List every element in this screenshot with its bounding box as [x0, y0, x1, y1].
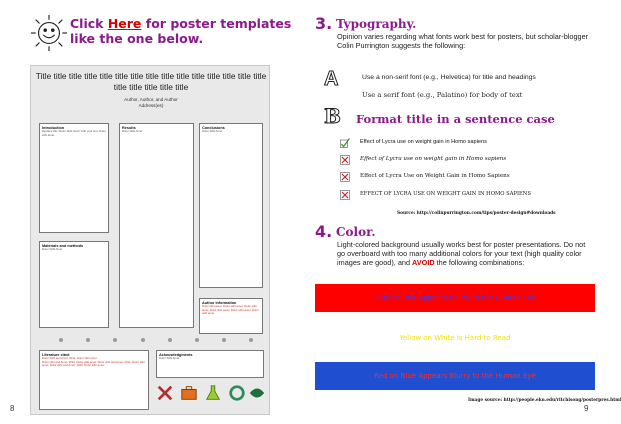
format-heading: Format title in a sentence case: [356, 112, 555, 126]
poster-box-head: Materials and methods: [42, 244, 84, 248]
poster-box-conclusions: [199, 123, 263, 288]
poster-box-introduction: [39, 123, 109, 233]
cross-mark-icon: [340, 190, 350, 200]
headline-before: Click: [70, 16, 108, 31]
sun-icon: [30, 14, 68, 52]
poster-box-head: Author information: [202, 301, 237, 305]
divider-dot: [86, 338, 90, 342]
poster-authors: [31, 97, 271, 109]
poster-box-head: Acknowledgments: [159, 353, 193, 357]
divider-dot: [222, 338, 226, 342]
color-intro-after: the following combinations:: [434, 258, 525, 267]
poster-box-placeholder: Dolor sitht and Amet. 2012. Dolor sitht amet. Dolor sitht and Amet. 2012. Dolor sitht amet. Dolor sitht and Amet. 2012. Dolor sitht amet.: [42, 359, 145, 368]
cross-mark-icon: [340, 172, 350, 182]
color-combo-blue-on-red: Blue on Red Appears Blurry to the Human Eye: [315, 284, 595, 312]
section-number: 3.: [315, 14, 333, 33]
poster-title: Title title title title title title title title title title title title title title title title title title title title: [35, 71, 267, 92]
poster-box-head: Introduction: [42, 126, 65, 130]
checkmark-icon: [340, 138, 350, 148]
divider-dot: [249, 338, 253, 342]
right-page: [300, 0, 621, 424]
cross-mark-icon: [340, 155, 350, 165]
color-intro-before: Light-colored background usually works best for poster presentations. Do not go overboard with too many additional colors for your text (high quality color images are good), and: [337, 240, 586, 267]
poster-box-text: Dolor Sitht Amet: [42, 247, 63, 251]
title-example-text: Effect of Lycra use on weight gain in Homo sapiens: [360, 139, 487, 145]
avoid-word: AVOID: [412, 258, 435, 267]
poster-box-literature: [39, 350, 149, 410]
title-example-text: EFFECT OF LYCRA USE ON WEIGHT GAIN IN HOMO SAPIENS: [360, 191, 531, 197]
page-number: 9: [584, 404, 589, 413]
sans-example: Use a non-serif font (e.g., Helvetica) for title and headings: [362, 74, 536, 81]
poster-box-text: Dolor Sitht Amet: [159, 356, 180, 360]
poster-logo-row: [156, 384, 266, 406]
divider-dot: [168, 338, 172, 342]
poster-box-text: Dolor Sitht and Amet. 2012. Dolor sitht amet.: [42, 356, 98, 360]
templates-link[interactable]: Here: [107, 16, 142, 31]
section-title: Color.: [336, 225, 376, 239]
leaf-logo-icon: [248, 384, 266, 402]
poster-box-acknowledgments: [156, 350, 264, 378]
flask-icon: [204, 384, 222, 402]
divider-dot: [59, 338, 63, 342]
poster-box-head: Conclusions: [202, 126, 225, 130]
title-example-text: Effect of Lycra use on weight gain in Homo sapiens: [360, 156, 507, 162]
serif-example: Use a serif font (e.g., Palatino) for body of text: [362, 91, 523, 99]
color-intro: [337, 240, 592, 267]
poster-box-text: Dolor Sitht Amet: [202, 129, 223, 133]
section-title: Typography.: [336, 17, 417, 31]
poster-box-text: Replace this "Dolor Sitht Amet" with your text. Dolor sitht amet.: [42, 129, 106, 137]
title-example-correct: [340, 138, 590, 150]
poster-address: Address(es): [138, 103, 164, 108]
poster-box-placeholder: Dolor sitht amet. Dolor sitht amet. Dolor sitht amet. Dolor sitht amet. Dolor sitht amet. Dolor sitht amet.: [202, 304, 259, 316]
title-example-text: Effect of Lycra Use on Weight Gain in Homo Sapiens: [360, 173, 510, 179]
title-example-wrong: [340, 172, 590, 184]
left-page: [0, 0, 300, 424]
poster-divider-dots: [31, 338, 271, 344]
title-example-wrong: [340, 190, 590, 202]
divider-dot: [113, 338, 117, 342]
divider-dot: [141, 338, 145, 342]
poster-box-methods: [39, 241, 109, 328]
typography-source: Source: http://colinpurrington.com/tips/poster-design#downloads: [397, 211, 556, 216]
poster-box-results: [119, 123, 194, 328]
headline-after: for poster templates like the one below.: [70, 16, 292, 46]
section-number: 4.: [315, 222, 333, 241]
poster-box-head: Results: [122, 126, 136, 130]
page-number: 8: [10, 404, 15, 413]
color-combo-yellow-on-white: Yellow on White is Hard to Read: [315, 324, 595, 352]
divider-dot: [195, 338, 199, 342]
poster-authors-line: Author, Author, and Author: [124, 97, 178, 102]
typography-intro: Opinion varies regarding what fonts work best for posters, but scholar-blogger Colin Purrington suggests the following:: [337, 32, 589, 50]
circle-logo-icon: [228, 384, 246, 402]
briefcase-icon: [180, 384, 198, 402]
poster-box-text: Dolor Sitht Amet: [122, 129, 143, 133]
serif-letter-icon: B: [324, 104, 341, 128]
title-example-wrong: [340, 155, 590, 167]
color-combo-red-on-blue: Red on Blue Appears Blurry to the Human Eye: [315, 362, 595, 390]
figure-icon: [156, 384, 174, 402]
template-headline: [70, 16, 300, 46]
poster-box-author-info: [199, 298, 263, 334]
sans-letter-icon: A: [324, 68, 339, 90]
poster-template-preview: [30, 65, 270, 415]
poster-box-head: Literature cited: [42, 353, 70, 357]
color-image-source: Image source: http://people.eku.edu/ritchisong/posterpres.html: [468, 398, 621, 403]
